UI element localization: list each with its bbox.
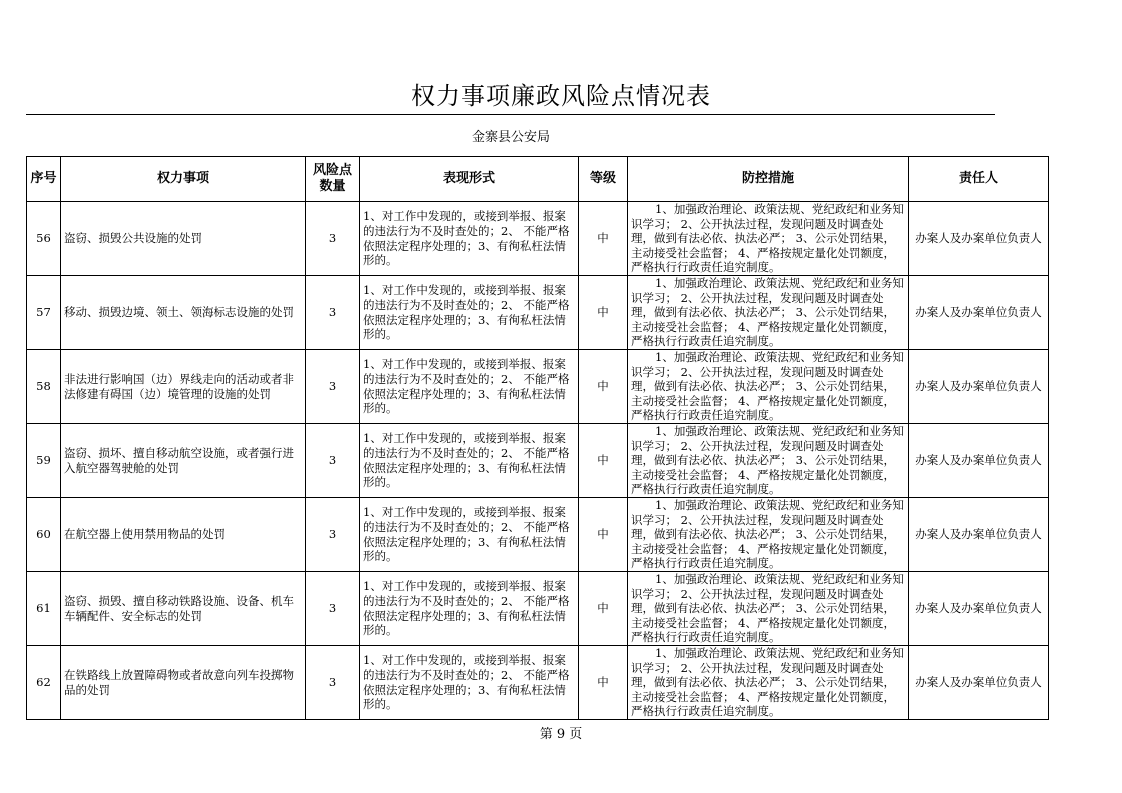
cell-form: 1、对工作中发现的，或接到举报、报案的违法行为不及时查处的；2、 不能严格依照法定程序处理的；3、有徇私枉法情形的。: [360, 202, 579, 276]
table-row: [27, 424, 1049, 498]
header-count: 风险点数量: [306, 157, 360, 202]
cell-count: 3: [306, 498, 360, 572]
table-row: [27, 572, 1049, 646]
table-row: [27, 202, 1049, 276]
risk-table: [26, 156, 1049, 720]
control-text: 1、加强政治理论、政策法规、党纪政纪和业务知识学习； 2、公开执法过程，发现问题及时调查处理，做到有法必依、执法必严； 3、公示处罚结果，主动接受社会监督； 4、严格按规定量化处罚额度，严格执行行政责任追究制度。: [631, 424, 904, 497]
control-text: 1、加强政治理论、政策法规、党纪政纪和业务知识学习； 2、公开执法过程，发现问题及时调查处理，做到有法必依、执法必严； 3、公示处罚结果，主动接受社会监督； 4、严格按规定量化处罚额度，严格执行行政责任追究制度。: [631, 202, 904, 275]
cell-count: 3: [306, 646, 360, 720]
table-row: [27, 276, 1049, 350]
cell-owner: 办案人及办案单位负责人: [909, 646, 1049, 720]
cell-item: 盗窃、损坏、擅自移动航空设施，或者强行进入航空器驾驶舱的处罚: [61, 424, 306, 498]
cell-num: 57: [27, 276, 61, 350]
cell-owner: 办案人及办案单位负责人: [909, 350, 1049, 424]
table-row: [27, 498, 1049, 572]
cell-control: [628, 424, 909, 498]
cell-count: 3: [306, 572, 360, 646]
cell-num: 56: [27, 202, 61, 276]
cell-control: [628, 498, 909, 572]
cell-level: 中: [579, 276, 628, 350]
cell-owner: 办案人及办案单位负责人: [909, 424, 1049, 498]
cell-control: [628, 572, 909, 646]
cell-count: 3: [306, 276, 360, 350]
table-row: [27, 350, 1049, 424]
cell-num: 59: [27, 424, 61, 498]
cell-count: 3: [306, 350, 360, 424]
header-control: 防控措施: [628, 157, 909, 202]
cell-control: [628, 646, 909, 720]
page-number: 第 9 页: [539, 727, 583, 742]
header-num: 序号: [27, 157, 61, 202]
control-text: 1、加强政治理论、政策法规、党纪政纪和业务知识学习； 2、公开执法过程，发现问题及时调查处理，做到有法必依、执法必严； 3、公示处罚结果，主动接受社会监督； 4、严格按规定量化处罚额度，严格执行行政责任追究制度。: [631, 350, 904, 423]
cell-level: 中: [579, 424, 628, 498]
cell-level: 中: [579, 646, 628, 720]
table-row: [27, 646, 1049, 720]
cell-form: 1、对工作中发现的，或接到举报、报案的违法行为不及时查处的；2、 不能严格依照法定程序处理的；3、有徇私枉法情形的。: [360, 350, 579, 424]
control-text: 1、加强政治理论、政策法规、党纪政纪和业务知识学习； 2、公开执法过程，发现问题及时调查处理，做到有法必依、执法必严； 3、公示处罚结果，主动接受社会监督； 4、严格按规定量化处罚额度，严格执行行政责任追究制度。: [631, 572, 904, 645]
cell-level: 中: [579, 498, 628, 572]
cell-num: 61: [27, 572, 61, 646]
header-form: 表现形式: [360, 157, 579, 202]
cell-control: [628, 202, 909, 276]
cell-count: 3: [306, 202, 360, 276]
cell-form: 1、对工作中发现的，或接到举报、报案的违法行为不及时查处的；2、 不能严格依照法定程序处理的；3、有徇私枉法情形的。: [360, 572, 579, 646]
department-name: 金寨县公安局: [471, 130, 550, 145]
cell-form: 1、对工作中发现的，或接到举报、报案的违法行为不及时查处的；2、 不能严格依照法定程序处理的；3、有徇私枉法情形的。: [360, 424, 579, 498]
cell-control: [628, 350, 909, 424]
cell-control: [628, 276, 909, 350]
cell-item: 在铁路线上放置障碍物或者故意向列车投掷物品的处罚: [61, 646, 306, 720]
title-divider: [26, 114, 995, 115]
cell-form: 1、对工作中发现的，或接到举报、报案的违法行为不及时查处的；2、 不能严格依照法定程序处理的；3、有徇私枉法情形的。: [360, 646, 579, 720]
control-text: 1、加强政治理论、政策法规、党纪政纪和业务知识学习； 2、公开执法过程，发现问题及时调查处理，做到有法必依、执法必严； 3、公示处罚结果，主动接受社会监督； 4、严格按规定量化处罚额度，严格执行行政责任追究制度。: [631, 276, 904, 349]
cell-level: 中: [579, 202, 628, 276]
cell-num: 58: [27, 350, 61, 424]
cell-item: 盗窃、损毁公共设施的处罚: [61, 202, 306, 276]
table-header-row: [27, 157, 1049, 202]
cell-num: 60: [27, 498, 61, 572]
cell-owner: 办案人及办案单位负责人: [909, 572, 1049, 646]
cell-item: 在航空器上使用禁用物品的处罚: [61, 498, 306, 572]
page-title: 权力事项廉政风险点情况表: [411, 82, 711, 110]
cell-owner: 办案人及办案单位负责人: [909, 276, 1049, 350]
cell-item: 盗窃、损毁、擅自移动铁路设施、设备、机车车辆配件、安全标志的处罚: [61, 572, 306, 646]
control-text: 1、加强政治理论、政策法规、党纪政纪和业务知识学习； 2、公开执法过程，发现问题及时调查处理，做到有法必依、执法必严； 3、公示处罚结果，主动接受社会监督； 4、严格按规定量化处罚额度，严格执行行政责任追究制度。: [631, 498, 904, 571]
cell-num: 62: [27, 646, 61, 720]
cell-level: 中: [579, 572, 628, 646]
header-owner: 责任人: [909, 157, 1049, 202]
cell-item: 移动、损毁边境、领土、领海标志设施的处罚: [61, 276, 306, 350]
cell-count: 3: [306, 424, 360, 498]
header-item: 权力事项: [61, 157, 306, 202]
cell-form: 1、对工作中发现的，或接到举报、报案的违法行为不及时查处的；2、 不能严格依照法定程序处理的；3、有徇私枉法情形的。: [360, 498, 579, 572]
cell-level: 中: [579, 350, 628, 424]
cell-owner: 办案人及办案单位负责人: [909, 498, 1049, 572]
cell-owner: 办案人及办案单位负责人: [909, 202, 1049, 276]
cell-form: 1、对工作中发现的，或接到举报、报案的违法行为不及时查处的；2、 不能严格依照法定程序处理的；3、有徇私枉法情形的。: [360, 276, 579, 350]
header-level: 等级: [579, 157, 628, 202]
cell-item: 非法进行影响国（边）界线走向的活动或者非法修建有碍国（边）境管理的设施的处罚: [61, 350, 306, 424]
control-text: 1、加强政治理论、政策法规、党纪政纪和业务知识学习； 2、公开执法过程，发现问题及时调查处理，做到有法必依、执法必严； 3、公示处罚结果，主动接受社会监督； 4、严格按规定量化处罚额度，严格执行行政责任追究制度。: [631, 646, 904, 719]
